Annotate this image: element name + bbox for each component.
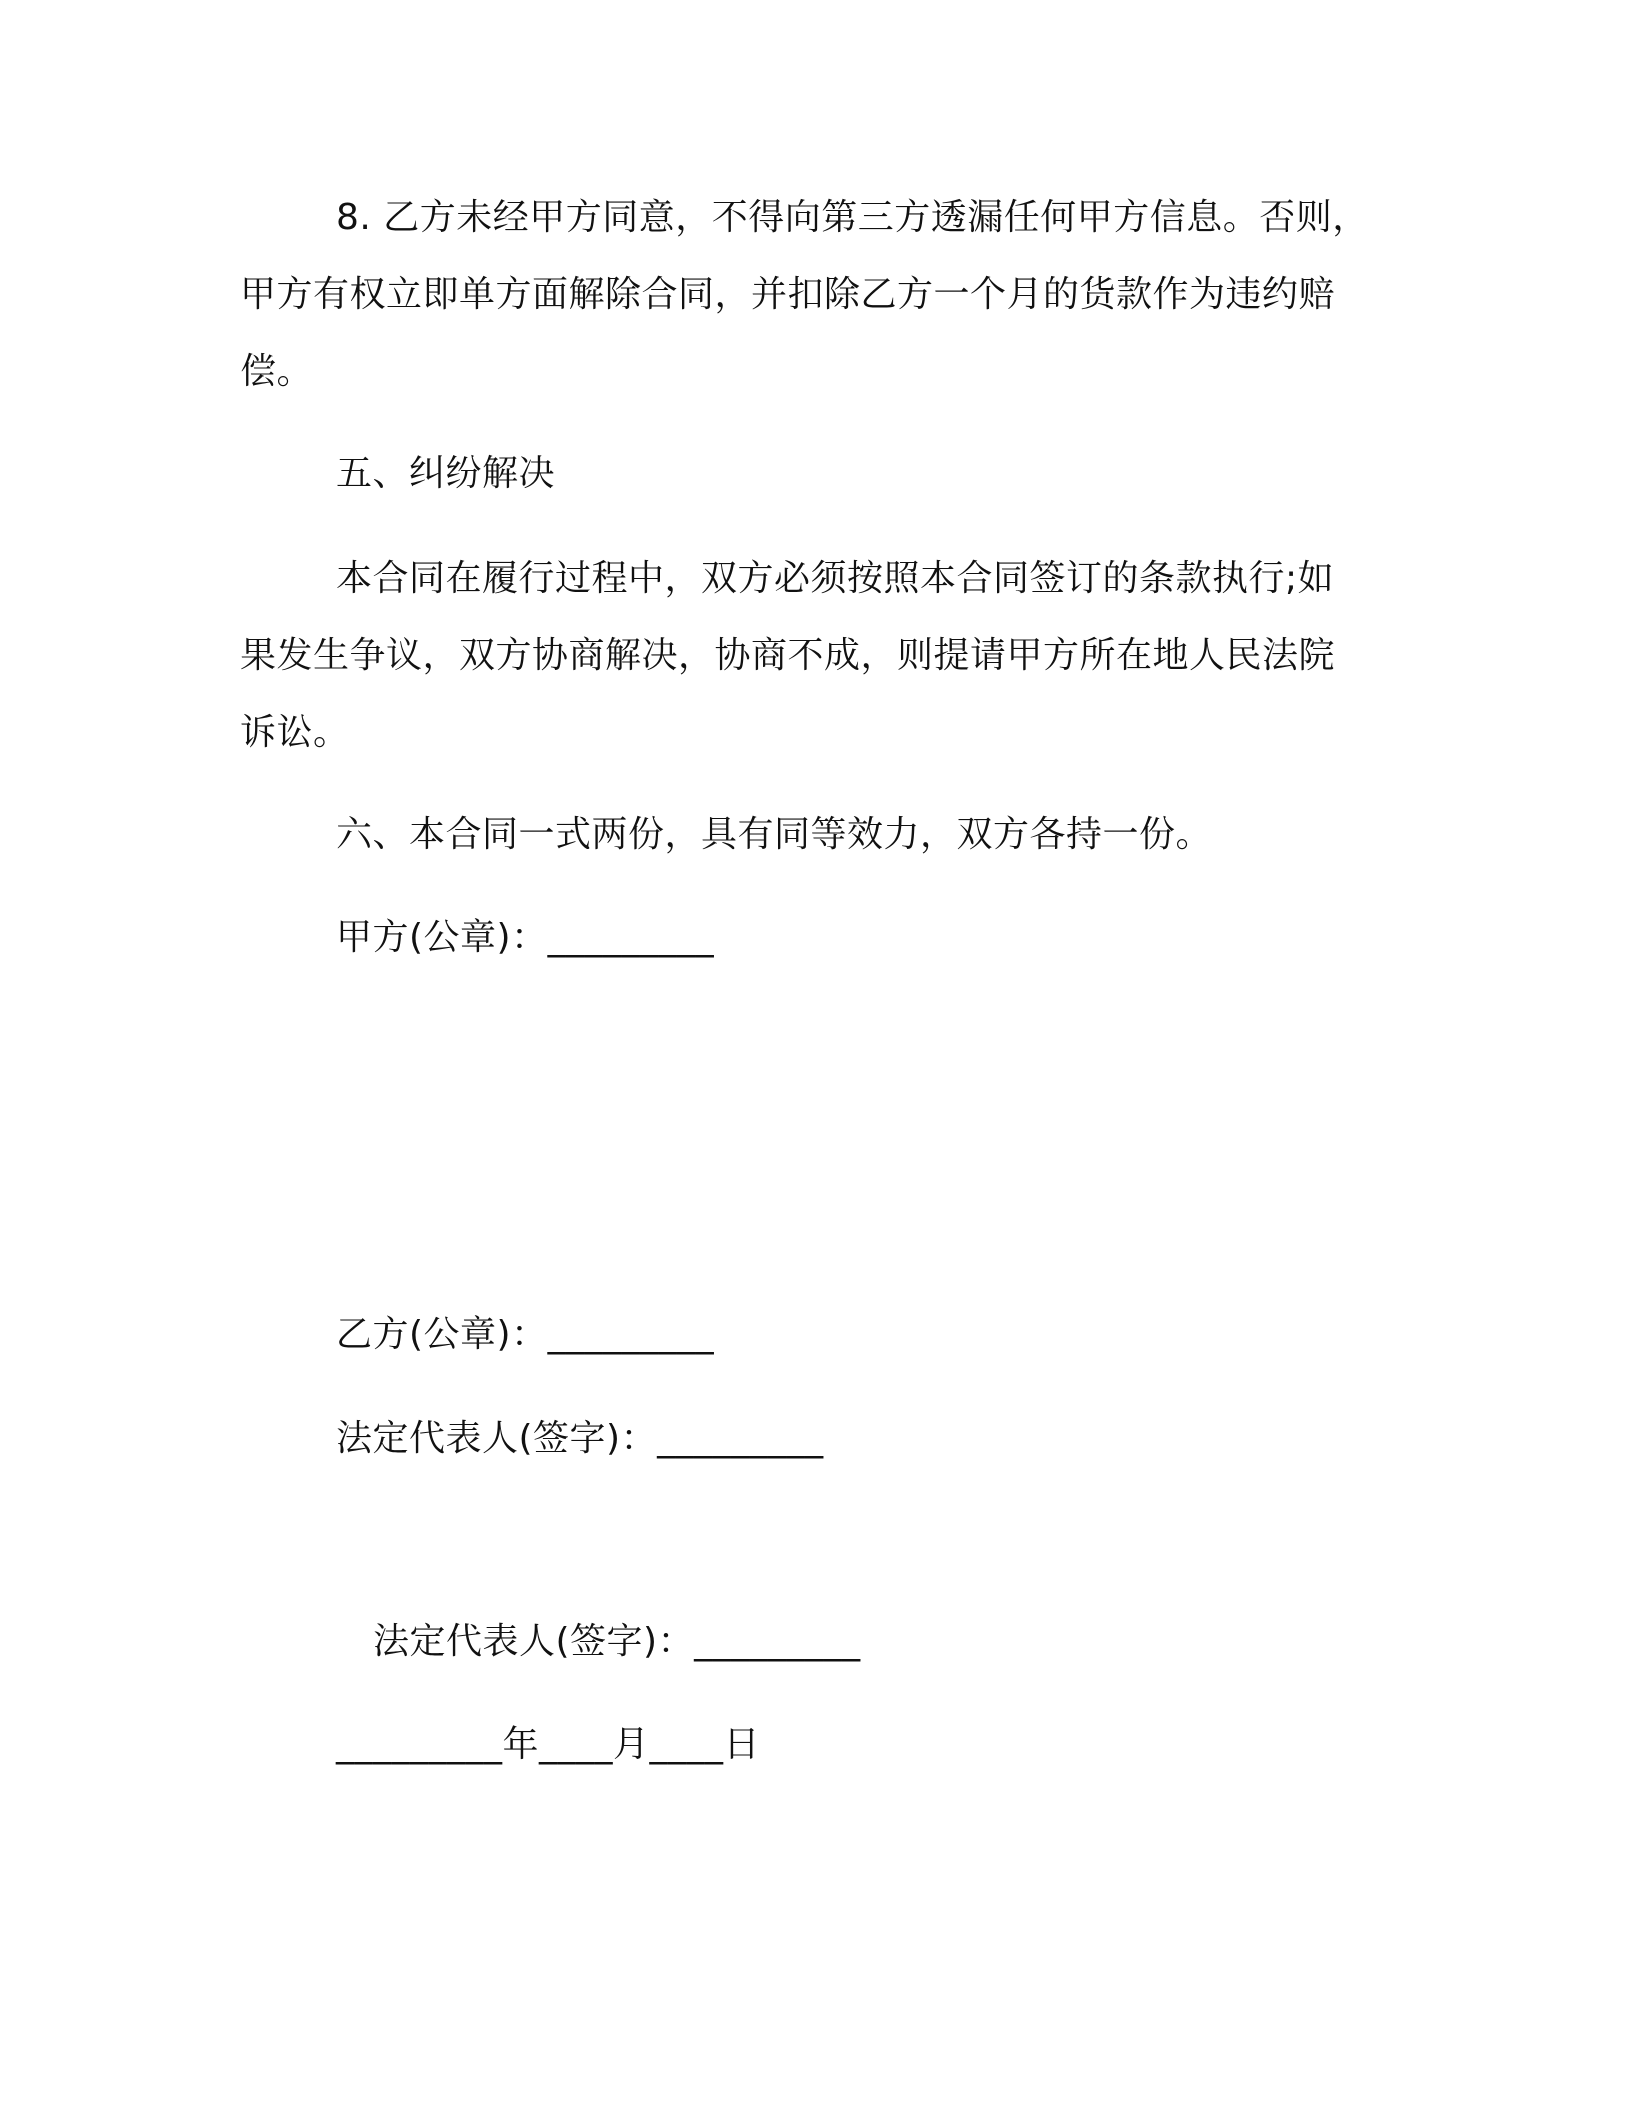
clause-8-line-1: 8. 乙方未经甲方同意，不得向第三方透漏任何甲方信息。否则， (336, 197, 1369, 238)
clause-8-line-3: 偿。 (240, 351, 314, 392)
section-5-line-1: 本合同在履行过程中，双方必须按照本合同签订的条款执行;如 (336, 558, 1335, 599)
clause-8-line-2: 甲方有权立即单方面解除合同，并扣除乙方一个月的货款作为违约赔 (240, 274, 1336, 315)
party-b-seal-line: 乙方(公章)：_________ (336, 1314, 715, 1355)
legal-rep-signature-line-1: 法定代表人(签字)：_________ (336, 1418, 824, 1459)
party-a-seal-line: 甲方(公章)：_________ (336, 917, 715, 958)
section-5-heading: 五、纠纷解决 (336, 453, 556, 494)
section-5-line-3: 诉讼。 (240, 712, 350, 753)
legal-rep-signature-line-2: 法定代表人(签字)：_________ (373, 1621, 861, 1662)
section-6-text: 六、本合同一式两份，具有同等效力，双方各持一份。 (336, 814, 1213, 855)
section-5-line-2: 果发生争议，双方协商解决，协商不成，则提请甲方所在地人民法院 (240, 635, 1336, 676)
date-line: _________年____月____日 (336, 1724, 760, 1765)
